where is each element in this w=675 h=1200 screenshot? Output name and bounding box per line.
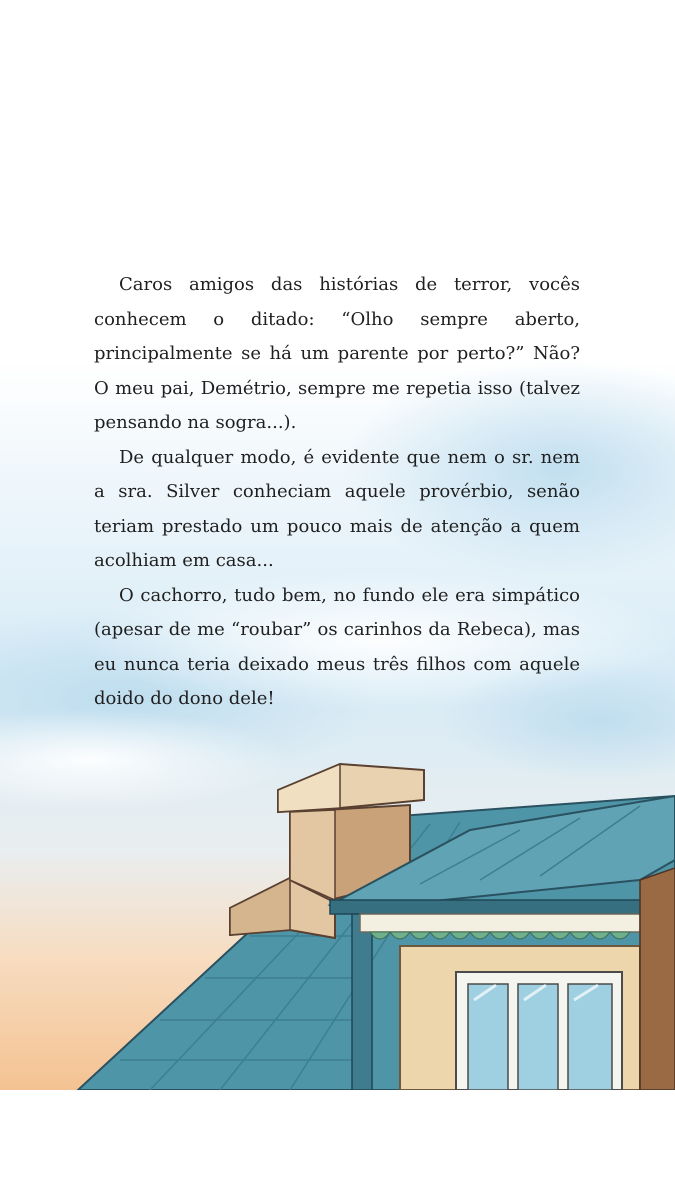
gutter — [330, 900, 648, 914]
side-wall — [640, 868, 675, 1090]
paragraph: De qualquer modo, é evidente que nem o sr. nem a sra. Silver conheciam aquele provérbio, senão teriam prestado um pouco mais de atenção a quem acolhiam em casa... — [94, 446, 580, 571]
paragraph: Caros amigos das histórias de terror, vocês conhecem o ditado: “Olho sempre aberto, principalmente se há um parente por perto?” Não? O meu pai, Demétrio, sempre me repetia isso (talvez pensando na sogra...). — [94, 274, 580, 433]
rooftop-illustration — [0, 760, 675, 1090]
dormer-trim — [360, 914, 640, 932]
downpipe — [352, 914, 372, 1090]
story-text — [94, 268, 580, 717]
window-panes — [468, 984, 612, 1090]
paragraph: O cachorro, tudo bem, no fundo ele era simpático (apesar de me “roubar” os carinhos da Rebeca), mas eu nunca teria deixado meus três filhos com aquele doido do dono dele! — [94, 584, 580, 709]
